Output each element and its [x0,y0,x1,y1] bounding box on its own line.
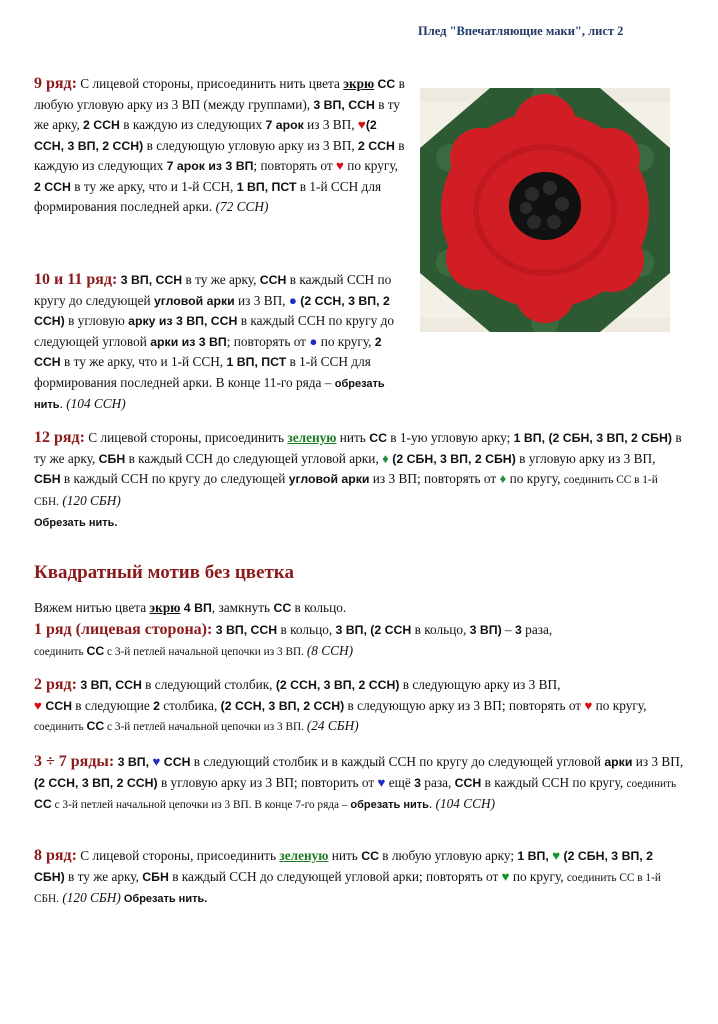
stitch-count: (120 СБН) [62,492,121,508]
green-diamond-icon: ♦ [499,471,507,486]
red-heart-icon: ♥ [357,117,366,132]
red-heart-icon: ♥ [34,697,42,713]
motif-intro: Вяжем нитью цвета экрю 4 ВП, замкнуть СС в кольцо. [34,600,347,615]
cut-yarn-note: Обрезать нить. [120,893,208,905]
green-diamond-icon: ♦ [382,450,389,466]
cut-yarn-note: обрезать нить [350,799,429,811]
blue-heart-icon: ♥ [377,774,386,790]
stitch-count: (120 СБН) [62,890,121,905]
row-12-title: 12 ряд: [34,429,85,446]
motif-rows-3-7-title: 3 ÷ 7 ряды: [34,753,115,770]
blue-heart-icon: ♥ [152,754,161,769]
motif-row-1-instructions: 1 ряд (лицевая сторона): 3 ВП, ССН в кольцо, 3 ВП, (2 ССН в кольцо, 3 ВП) – 3 раза, соединить СС с 3-й петлей начальной цепочки из 3 ВП. (8 ССН) [34,621,553,658]
motif-rows-3-7-instructions: 3 ÷ 7 ряды: 3 ВП, ♥ ССН в следующий столбик и в каждый ССН по кругу до следующей угловой арки из 3 ВП, (2 ССН, 3 ВП, 2 ССН) в угловую арку из 3 ВП; повторить от ♥ ещё 3 раза, ССН в каждый ССН по кругу, соединить СС с 3-й петлей начальной цепочки из 3 ВП. В конце 7-го ряда – обрезать нить. (104 ССН) [34,753,684,811]
page-header: Плед "Впечатляющие маки", лист 2 [418,24,624,38]
motif-row-2-title: 2 ряд: [34,676,77,693]
red-heart-icon: ♥ [336,158,344,173]
green-heart-icon: ♥ [552,848,561,863]
red-heart-icon: ♥ [584,697,593,713]
blue-dot-icon: ● [309,333,318,349]
cut-yarn-note: Обрезать нить. [34,517,118,529]
cut-yarn-note: обрезать нить [34,377,385,411]
stitch-count: (8 ССН) [306,642,353,658]
stitch-count: (24 СБН) [306,718,359,733]
motif-row-1-title: 1 ряд (лицевая сторона): [34,621,213,638]
row-10-11-title: 10 и 11 ряд: [34,271,118,288]
motif-row-2-instructions: 2 ряд: 3 ВП, ССН в следующий столбик, (2 ССН, 3 ВП, 2 ССН) в следующую арку из 3 ВП, ♥ ССН в следующие 2 столбика, (2 ССН, 3 ВП, 2 ССН) в следующую арку из 3 ВП; повторять от ♥ по кругу, соединить СС с 3-й петлей начальной цепочки из 3 ВП. (24 СБН) [34,676,647,733]
green-color-term: зеленую [279,848,329,863]
stitch-count: (104 ССН) [66,396,126,411]
green-heart-icon: ♥ [501,868,510,884]
motif-row-8-title: 8 ряд: [34,847,77,864]
section-title-square-motif: Квадратный мотив без цветка [34,562,294,583]
blue-dot-icon: ● [288,292,297,308]
ecru-color-term: экрю [343,76,375,91]
row-9-title: 9 ряд: [34,75,77,92]
motif-row-8-instructions: 8 ряд: С лицевой стороны, присоединить зеленую нить СС в любую угловую арку; 1 ВП, ♥ (2 СБН, 3 ВП, 2 СБН) в ту же арку, СБН в каждый ССН до следующей угловой арки; повторять от ♥ по кругу, соединить СС в 1-й СБН. (120 СБН) Обрезать нить. [34,847,661,905]
stitch-count: (72 ССН) [215,199,269,214]
row-12-instructions: 12 ряд: С лицевой стороны, присоединить зеленую нить СС в 1-ую угловую арку; 1 ВП, (2 СБН, 3 ВП, 2 СБН) в ту же арку, СБН в каждый ССН до следующей угловой арки, ♦ (2 СБН, 3 ВП, 2 СБН) в угловую арку из 3 ВП, СБН в каждый ССН по кругу до следующей угловой арки из 3 ВП; повторять от ♦ по кругу, соединить СС в 1-й СБН. (120 СБН) Обрезать нить. [34,429,682,529]
row-10-11-instructions: 10 и 11 ряд: 3 ВП, ССН в ту же арку, ССН в каждый ССН по кругу до следующей угловой арки из 3 ВП, ● (2 ССН, 3 ВП, 2 ССН) в угловую арку из 3 ВП, ССН в каждый ССН по кругу до следующей угловой арки из 3 ВП; повторять от ● по кругу, 2 ССН в ту же арку, что и 1-й ССН, 1 ВП, ПСТ в 1-й ССН для формирования последней арки. В конце 11-го ряда – обрезать нить. (104 ССН) [34,271,395,411]
green-color-term: зеленую [287,430,337,445]
ecru-color-term: экрю [149,600,181,615]
row-9-instructions: 9 ряд: С лицевой стороны, присоединить нить цвета экрю СС в любую угловую арку из 3 ВП (между группами), 3 ВП, ССН в ту же арку, 2 ССН в каждую из следующих 7 арок из 3 ВП, ♥(2 ССН, 3 ВП, 2 ССН) в следующую угловую арку из 3 ВП, 2 ССН в каждую из следующих 7 арок из 3 ВП; повторять от ♥ по кругу, 2 ССН в ту же арку, что и 1-й ССН, 1 ВП, ПСТ в 1-й ССН для формирования последней арки. (72 ССН) [34,75,405,214]
stitch-count: (104 ССН) [435,796,496,811]
